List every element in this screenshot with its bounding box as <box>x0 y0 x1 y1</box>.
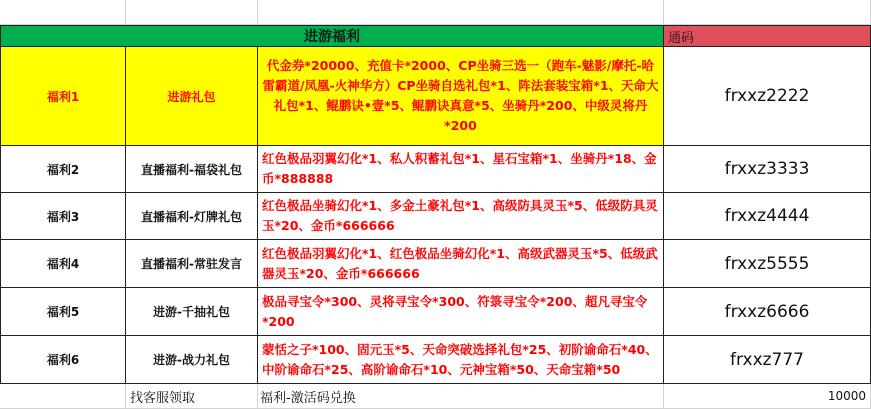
pack-content[interactable]: 红色极品羽翼幻化*1、红色极品坐骑幻化*1、高级武器灵玉*5、低级武器灵玉*20、金币*666666 <box>258 240 664 288</box>
redeem-code[interactable]: frxxz3333 <box>664 146 871 193</box>
pack-content[interactable]: 红色极品羽翼幻化*1、私人积蓄礼包*1、星石宝箱*1、坐骑丹*18、金币*888888 <box>258 146 664 193</box>
welfare-label[interactable]: 福利4 <box>0 240 126 288</box>
header-title[interactable]: 进游福利 <box>0 25 664 47</box>
redeem-code[interactable]: frxxz777 <box>664 336 871 384</box>
welfare-label[interactable]: 福利2 <box>0 146 126 193</box>
pack-name[interactable]: 进游-战力礼包 <box>126 336 258 384</box>
redeem-code[interactable]: frxxz5555 <box>664 240 871 288</box>
pack-name[interactable]: 进游-千抽礼包 <box>126 288 258 336</box>
note-claim[interactable]: 找客服领取 <box>126 384 258 409</box>
welfare-label[interactable]: 福利5 <box>0 288 126 336</box>
pack-name[interactable]: 直播福利-灯牌礼包 <box>126 193 258 240</box>
welfare-label[interactable]: 福利6 <box>0 336 126 384</box>
note-number[interactable]: 10000 <box>664 384 871 409</box>
empty-cell[interactable] <box>258 0 664 25</box>
code-header[interactable]: 通码 <box>664 25 871 47</box>
pack-content[interactable]: 蒙恬之子*100、固元玉*5、天命突破选择礼包*25、初阶谕命石*40、中阶谕命石*25、高阶谕命石*10、元神宝箱*50、天命宝箱*50 <box>258 336 664 384</box>
redeem-code[interactable]: frxxz6666 <box>664 288 871 336</box>
redeem-code[interactable]: frxxz2222 <box>664 47 871 146</box>
pack-name[interactable]: 进游礼包 <box>126 47 258 146</box>
pack-content[interactable]: 极品寻宝令*300、灵将寻宝令*300、符箓寻宝令*200、超凡寻宝令*200 <box>258 288 664 336</box>
empty-cell[interactable] <box>664 0 871 25</box>
pack-name[interactable]: 直播福利-福袋礼包 <box>126 146 258 193</box>
welfare-label[interactable]: 福利1 <box>0 47 126 146</box>
empty-cell[interactable] <box>0 0 126 25</box>
pack-content[interactable]: 代金券*20000、充值卡*2000、CP坐骑三选一（跑车-魅影/摩托-哈雷霸道/凤凰-火神华方）CP坐骑自选礼包*1、阵法套装宝箱*1、天命大礼包*1、鲲鹏诀•壹*5、鲲鹏诀真意*5、坐骑丹*200、中级灵将丹*200 <box>258 47 664 146</box>
empty-cell[interactable] <box>126 0 258 25</box>
note-redeem[interactable]: 福利-激活码兑换 <box>258 384 664 409</box>
empty-cell[interactable] <box>0 384 126 409</box>
pack-name[interactable]: 直播福利-常驻发言 <box>126 240 258 288</box>
welfare-label[interactable]: 福利3 <box>0 193 126 240</box>
pack-content[interactable]: 红色极品坐骑幻化*1、多金土豪礼包*1、高级防具灵玉*5、低级防具灵玉*20、金币*666666 <box>258 193 664 240</box>
redeem-code[interactable]: frxxz4444 <box>664 193 871 240</box>
